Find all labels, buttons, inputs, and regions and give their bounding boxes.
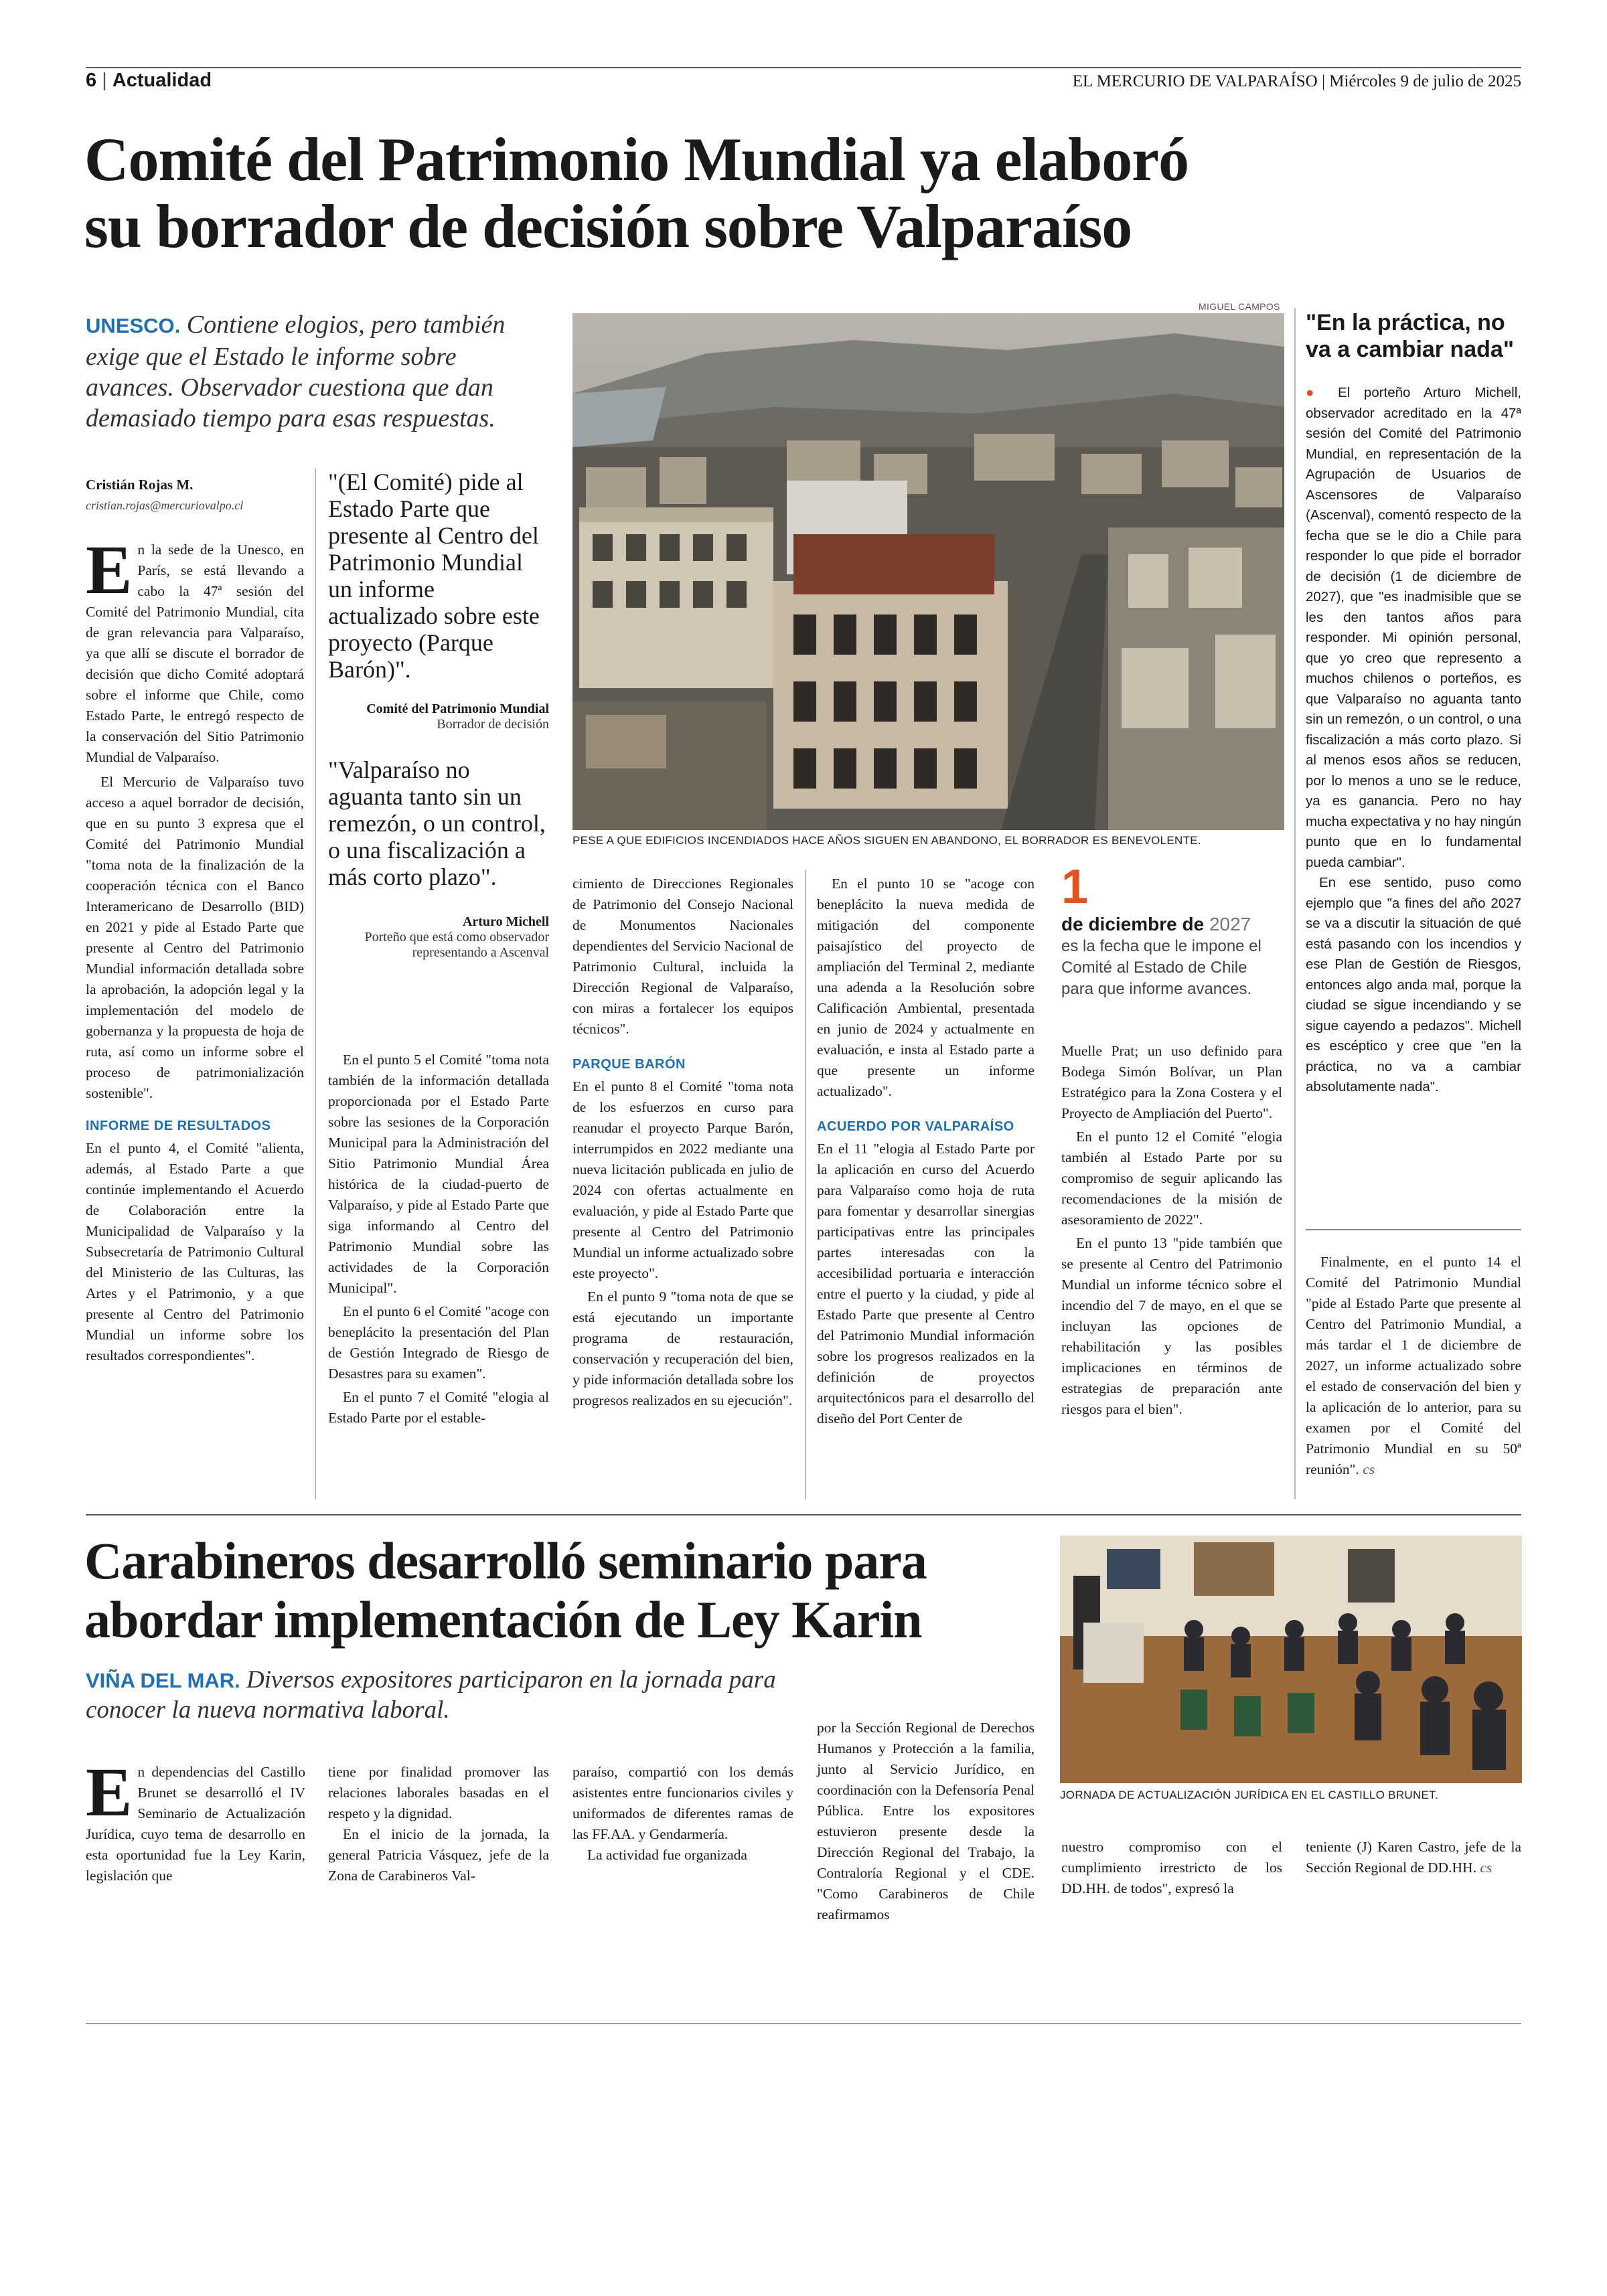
paragraph: Muelle Prat; un uso definido para Bodega Simón Bolívar, un Plan Estratégico para la Zona Costera y el Proyecto de Ampliación del Puerto". bbox=[1061, 1043, 1282, 1121]
paragraph: La actividad fue organizada bbox=[587, 1847, 747, 1863]
column-divider bbox=[315, 469, 316, 1499]
paragraph: En el punto 12 el Comité "elogia también al Estado Parte por su compromiso de seguir aplicando las recomendaciones de la misión de asesoramiento de 2022". bbox=[1061, 1129, 1282, 1228]
pull-quote-source: Arturo Michell bbox=[462, 914, 549, 929]
article2-headline-line1: Carabineros desarrolló seminario para bbox=[84, 1532, 927, 1590]
factbox-year: 2027 bbox=[1209, 914, 1251, 934]
section-divider bbox=[86, 1514, 1521, 1515]
dropcap: E bbox=[86, 531, 133, 608]
pull-quote-text: "(El Comité) pide al Estado Parte que presente al Centro del Patrimonio Mundial un informe actualizado sobre este proyecto (Parque Barón)". bbox=[328, 469, 540, 683]
paragraph: El Mercurio de Valparaíso tuvo acceso a aquel borrador de decisión, que en su punto 3 expresa que el Comité del Patrimonio Mundial "toma nota de la finalización de la cooperación técnica con el Banco Interamericano de Desarrollo (BID) en 2021 y pide al Estado Parte que presente al Centro del Patrimonio Mundial información detallada sobre la aprobación, la adopción legal y la implementación del modelo de gobernanza y la propuesta de hoja de ruta, así como un informe sobre el proceso de patrimonialización sostenible". bbox=[86, 774, 304, 1101]
article1-column-3 bbox=[572, 874, 793, 1411]
valparaiso-aerial-photo bbox=[572, 313, 1284, 830]
paragraph: En el punto 5 el Comité "toma nota también de la información detallada proporcionada por el Estado Parte sobre las sesiones de la Corporación Municipal para la Administración del Sitio Patrimonio Mundial Área histórica de la ciudad-puerto de Valparaíso, y pide al Estado Parte que siga informando al Centro del Patrimonio Mundial sobre las actividades de la Corporación Municipal". bbox=[328, 1052, 549, 1296]
paragraph: En el punto 9 "toma nota de que se está ejecutando un importante programa de restauración, conservación y recuperación del bien, y pide información detallada sobre los progresos realizados en su ejecución". bbox=[572, 1289, 793, 1408]
sidebar-paragraph: El porteño Arturo Michell, observador acreditado en la 47ª sesión del Comité del Patrimonio Mundial, en representación de la Agrupación de Usuarios de Ascensores de Valparaíso (Ascenval), comentó respecto de la fecha que se le dio a Chile para responder lo que pide el borrador de decisión (1 de diciembre de 2027), que "es inadmisible que se les den tantos años para responder. Mi opinión personal, que yo creo que represento a muchos chilenos o porteños, es que Valparaíso no aguanta tanto sin un remezón, o un control, o una fiscalización a más corto plazo. Si al menos esos años se reducen, por lo menos a uno se le reduce, ya es ganancia. Pero no hay mucha expectativa y no hay ningún punto que en lo fundamental pueda cambiar". bbox=[1306, 385, 1521, 870]
photo-credit: MIGUEL CAMPOS bbox=[1199, 301, 1280, 312]
pull-quote-michell bbox=[328, 756, 549, 961]
photo-caption: PESE A QUE EDIFICIOS INCENDIADOS HACE AÑOS SIGUEN EN ABANDONO, EL BORRADOR ES BENEVOLENTE. bbox=[572, 834, 1201, 847]
article1-column-1 bbox=[86, 531, 304, 1366]
publication-name: EL MERCURIO DE VALPARAÍSO bbox=[1072, 72, 1318, 90]
article1-lead bbox=[86, 309, 548, 434]
factbox-date: de diciembre de bbox=[1061, 914, 1205, 934]
paragraph: n la sede de la Unesco, en París, se está llevando a cabo la 47ª sesión del Comité del Patrimonio Mundial, cita de gran relevancia para Valparaíso, ya que allí se discute el borrador de decisión que dicho Comité adoptará sobre el informe que Chile, como Estado Parte, le entregó respecto de la conservación del Sitio Patrimonio Mundial de Valparaíso. bbox=[86, 542, 304, 765]
subhead: ACUERDO POR VALPARAÍSO bbox=[817, 1119, 1014, 1134]
paragraph: En el 11 "elogia al Estado Parte por la aplicación en curso del Acuerdo para Valparaíso como hoja de ruta para fomentar y desarrollar sinergias participativas entre las principales partes interesadas con la accesibilidad portuaria e interacción entre el puerto y la ciudad, y pide al Estado Parte que presente al Centro del Patrimonio Mundial información sobre los progresos realizados en la definición de proyectos arquitectónicos para el desarrollo del diseño del Port Center de bbox=[817, 1141, 1035, 1426]
paragraph: nuestro compromiso con el cumplimiento irrestricto de los DD.HH. de todos", expresó la bbox=[1061, 1839, 1282, 1896]
publication-date: Miércoles 9 de julio de 2025 bbox=[1329, 72, 1521, 90]
column-divider bbox=[805, 870, 806, 1499]
subhead: INFORME DE RESULTADOS bbox=[86, 1119, 271, 1133]
article2-column-2 bbox=[328, 1762, 549, 1886]
sidebar-bottom-rule bbox=[1306, 1229, 1521, 1230]
article1-lead-text: Contiene elogios, pero también exige que el Estado le informe sobre avances. Observador cuestiona que dan demasiado tiempo para esas respuestas. bbox=[86, 311, 506, 432]
article2-photo-caption: JORNADA DE ACTUALIZACIÓN JURÍDICA EN EL CASTILLO BRUNET. bbox=[1060, 1789, 1439, 1801]
paragraph: n dependencias del Castillo Brunet se desarrolló el IV Seminario de Actualización Jurídica, cuyo tema de desarrollo en esta oportunidad fue la Ley Karin, legislación que bbox=[86, 1764, 305, 1884]
factbox-text: es la fecha que le impone el Comité al Estado de Chile para que informe avances. bbox=[1061, 937, 1261, 998]
paragraph: En el punto 4, el Comité "alienta, además, al Estado Parte a que continúe implementando el Acuerdo de Colaboración entre la Municipalidad de Valparaíso y la Subsecretaría de Patrimonio Cultural del Ministerio de las Culturas, las Artes y el Patrimonio, y a que presente al Centro del Patrimonio Mundial un informe sobre los resultados correspondientes". bbox=[86, 1140, 304, 1364]
paragraph: cimiento de Direcciones Regionales de Patrimonio del Consejo Nacional de Monumentos Nacionales dependientes del Servicio Nacional de Patrimonio Cultural, incluida la Dirección Regional de Valparaíso, con miras a fortalecer los equipos técnicos". bbox=[572, 876, 793, 1037]
article2-headline-line2: abordar implementación de Ley Karin bbox=[84, 1590, 922, 1649]
article1-column-5 bbox=[1061, 1041, 1282, 1420]
section-name: Actualidad bbox=[112, 70, 212, 91]
sidebar-body: ● El porteño Arturo Michell, observador acreditado en la 47ª sesión del Comité del Patrimonio Mundial, en representación de la Agrupación de Usuarios de Ascensores de Valparaíso (Ascenval), comentó respecto de la fecha que se le dio a Chile para responder lo que pide el borrador de decisión (1 de diciembre de 2027), que "es inadmisible que se les den tantos años para responder. Mi opinión personal, que yo creo que represento a muchos chilenos o porteños, es que Valparaíso no aguanta tanto sin un remezón, o un control, o una fiscalización a más corto plazo. Si al menos esos años se reducen, por lo menos a uno se le reduce, ya es ganancia. Pero no hay mucha expectativa y no hay ningún punto que en lo fundamental pueda cambiar". En ese sentido, puso como ejemplo que "a fines del año 2027 se va a discutir la situación de qué está pasando con los incendios y ese Plan de Gestión de Riesgos, entonces algo anda mal, porque la ciudad se sigue incendiando y se sigue cayendo a pedazos". Michell es escéptico y cree que "en la práctica, no va a cambiar absolutamente nada". bbox=[1306, 383, 1521, 1098]
paragraph: paraíso, compartió con los demás asistentes entre funcionarios civiles y uniformados de diferentes ramas de las FF.AA. y Gendarmería. bbox=[572, 1764, 793, 1842]
article1-headline-line2: su borrador de decisión sobre Valparaíso bbox=[84, 192, 1132, 260]
masthead-dateline: EL MERCURIO DE VALPARAÍSO | Miércoles 9 de julio de 2025 bbox=[1072, 72, 1521, 90]
header-top-rule bbox=[86, 67, 1521, 68]
article1-headline-line1: Comité del Patrimonio Mundial ya elaboró bbox=[84, 125, 1189, 193]
dropcap: E bbox=[86, 1754, 133, 1831]
paragraph: Finalmente, en el punto 14 el Comité del Patrimonio Mundial "pide al Estado Parte que presente al Centro del Patrimonio Mundial, a más tardar el 1 de diciembre de 2027, un informe actualizado sobre el estado de conservación del bien y la aplicación de lo anterior, para su examen por el Comité del Patrimonio Mundial en su 50ª reunión". cs bbox=[1306, 1254, 1521, 1477]
pull-quote-source-role: Porteño que está como observador representando a Ascenval bbox=[364, 930, 549, 960]
sidebar-paragraph: En ese sentido, puso como ejemplo que "a fines del año 2027 se va a discutir la situación de qué está pasando con los incendios y ese Plan de Gestión de Riesgos, entonces algo anda mal, porque la ciudad se sigue incendiando y se sigue cayendo a pedazos". Michell es escéptico y cree que "en la práctica, no va a cambiar absolutamente nada". bbox=[1306, 875, 1521, 1094]
paragraph: por la Sección Regional de Derechos Humanos y Protección a la familia, junto al Servicio Jurídico, en coordinación con la Defensoría Penal Pública. Entre los expositores estuvieron presente desde la Dirección Regional del Trabajo, la Contraloría Regional y el CDE. "Como Carabineros de Chile reafirmamos bbox=[817, 1720, 1035, 1922]
pull-quote-text: "Valparaíso no aguanta tanto sin un remezón, o un control, o una fiscalización a más corto plazo". bbox=[328, 756, 546, 890]
end-mark: cs bbox=[1363, 1461, 1375, 1477]
paragraph: teniente (J) Karen Castro, jefe de la Sección Regional de DD.HH. cs bbox=[1306, 1839, 1521, 1876]
paragraph: En el punto 6 el Comité "acoge con beneplácito la presentación del Plan de Gestión Integrado de Riesgo de Desastres para su examen". bbox=[328, 1303, 549, 1382]
article2-column-1 bbox=[86, 1754, 305, 1886]
paragraph: En el punto 7 el Comité "elogia al Estado Parte por el estable- bbox=[328, 1389, 549, 1426]
page-bottom-rule bbox=[86, 2023, 1521, 2024]
article1-author: Cristián Rojas M. bbox=[86, 477, 194, 493]
pull-quote-committee bbox=[328, 469, 549, 732]
date-factbox bbox=[1061, 860, 1282, 1000]
paragraph: En el punto 13 "pide también que se presente al Centro del Patrimonio Mundial un informe técnico sobre el incendio del 7 de mayo, en el que se incluyan las opciones de rehabilitación y las posibles implicaciones en términos de estrategias de preparación ante riesgos para el bien". bbox=[1061, 1235, 1282, 1417]
paragraph: En el punto 10 se "acoge con beneplácito la nueva medida de mitigación del componente paisajístico del proyecto de ampliación del Terminal 2, mediante una adenda a la Resolución sobre Calificación Ambiental, presentada en junio de 2024 y actualmente en evaluación, e insta al Estado parte a que presente un informe actualizado". bbox=[817, 876, 1035, 1099]
column-divider bbox=[1294, 308, 1296, 1499]
article1-final-column bbox=[1306, 1252, 1521, 1480]
page-folio: 6 | Actualidad bbox=[86, 70, 212, 91]
article2-column-4 bbox=[817, 1718, 1035, 1925]
sidebar-title: "En la práctica, no va a cambiar nada" bbox=[1306, 310, 1514, 362]
article1-author-email[interactable]: cristian.rojas@mercuriovalpo.cl bbox=[86, 499, 244, 512]
article2-lead-text: Diversos expositores participaron en la jornada para conocer la nueva normativa laboral. bbox=[86, 1666, 776, 1724]
pull-quote-source: Comité del Patrimonio Mundial bbox=[366, 702, 549, 716]
article2-column-6 bbox=[1306, 1837, 1521, 1878]
page-number: 6 bbox=[86, 70, 97, 91]
paragraph: tiene por finalidad promover las relaciones laborales basadas en el respeto y la dignidad. bbox=[328, 1764, 549, 1821]
city-photo-illustration bbox=[572, 313, 1284, 830]
article2-lead bbox=[86, 1665, 822, 1725]
seminar-photo bbox=[1060, 1536, 1522, 1783]
article1-column-2 bbox=[328, 1050, 549, 1428]
seminar-photo-illustration bbox=[1060, 1536, 1522, 1783]
pull-quote-source-role: Borrador de decisión bbox=[437, 717, 549, 732]
article1-lead-tag: UNESCO. bbox=[86, 314, 181, 337]
paragraph: En el punto 8 el Comité "toma nota de los esfuerzos en curso para reanudar el proyecto Parque Barón, interrumpidos en 2022 mediante una nueva licitación publicada en julio de 2024 con ofertas actualmente en evaluación, y pide al Estado Parte que presente al Centro del Patrimonio Mundial un informe actualizado sobre este proyecto". bbox=[572, 1078, 793, 1281]
factbox-number: 1 bbox=[1061, 860, 1089, 914]
subhead: PARQUE BARÓN bbox=[572, 1057, 686, 1072]
article2-column-3 bbox=[572, 1762, 793, 1866]
article1-column-4 bbox=[817, 874, 1035, 1429]
article1-headline bbox=[84, 126, 1524, 260]
article2-headline bbox=[84, 1532, 1062, 1649]
article2-column-5 bbox=[1061, 1837, 1282, 1899]
article2-lead-tag: VIÑA DEL MAR. bbox=[86, 1669, 240, 1692]
paragraph: En el inicio de la jornada, la general Patricia Vásquez, jefe de la Zona de Carabineros Val- bbox=[328, 1826, 549, 1884]
end-mark: cs bbox=[1480, 1860, 1493, 1876]
